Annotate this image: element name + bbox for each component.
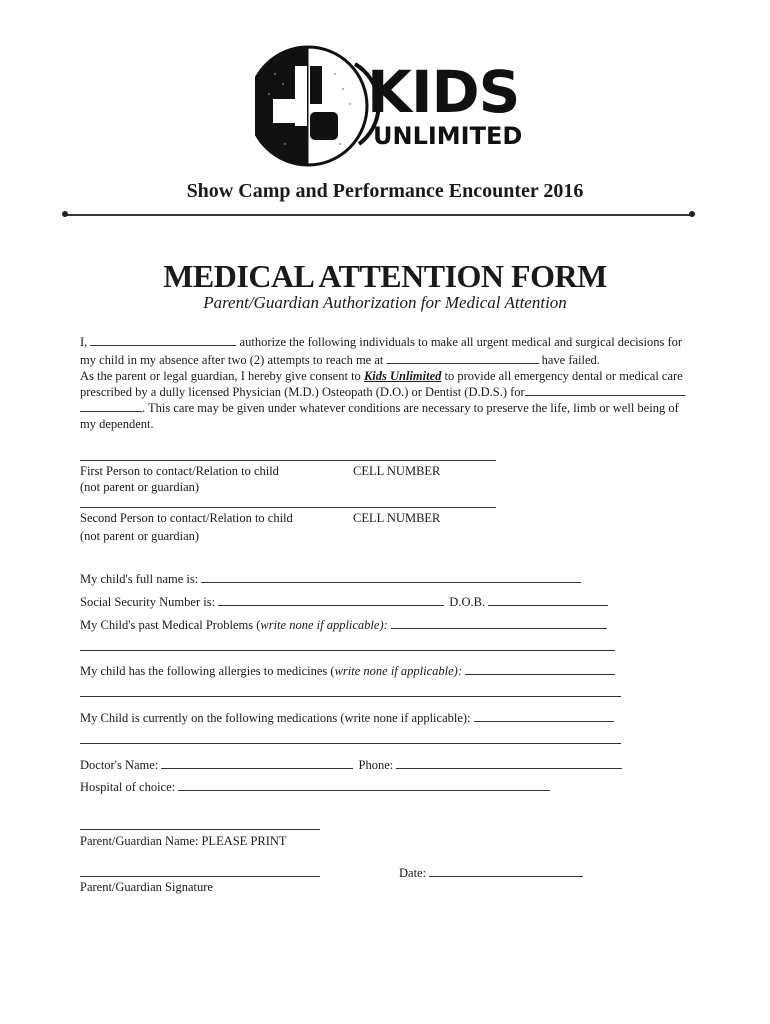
hospital-row xyxy=(80,779,550,795)
past-problems-row xyxy=(80,617,607,633)
guardian-signature-label: Parent/Guardian Signature xyxy=(80,880,213,894)
intro-line4: prescribed by a dully licensed Physician (M.D.) Osteopath (D.O.) or Dentist (D.D.S.) for xyxy=(80,385,525,399)
doctor-phone-field[interactable] xyxy=(396,757,622,769)
phone-label: Phone: xyxy=(358,758,394,772)
doctor-row xyxy=(80,757,622,773)
logo-brand-bottom: UNLIMITED xyxy=(373,122,523,150)
past-problems-label: My Child's past Medical Problems ( xyxy=(80,618,261,632)
dependent-name-field[interactable] xyxy=(525,384,685,396)
dependent-name-field-cont[interactable] xyxy=(80,400,142,412)
past-problems-field[interactable] xyxy=(391,617,607,629)
intro-line-1 xyxy=(80,334,682,352)
intro-line2a: my child in my absence after two (2) attempts to reach me at xyxy=(80,353,384,367)
intro-line-5 xyxy=(80,400,679,418)
intro-line-3 xyxy=(80,368,683,386)
logo-brand-top: KIDS xyxy=(367,58,520,126)
medications-field-2[interactable] xyxy=(80,743,621,744)
guardian-name-label: Parent/Guardian Name: PLEASE PRINT xyxy=(80,834,287,848)
guardian-print-name-field[interactable] xyxy=(80,829,320,830)
intro-i: I, xyxy=(80,335,88,349)
second-contact-label: Second Person to contact/Relation to child xyxy=(80,511,293,525)
intro-authorize: authorize the following individuals to make all urgent medical and surgical decisions for xyxy=(239,335,683,349)
second-contact-line[interactable] xyxy=(80,507,496,508)
dob-label: D.O.B. xyxy=(449,595,486,609)
intro-line3a: As the parent or legal guardian, I hereby give consent to xyxy=(80,369,361,383)
hospital-label: Hospital of choice: xyxy=(80,780,176,794)
medications-row xyxy=(80,710,614,726)
second-contact-note: (not parent or guardian) xyxy=(80,529,200,543)
full-name-row xyxy=(80,571,581,587)
full-name-field[interactable] xyxy=(201,571,581,583)
guardian-name-field[interactable] xyxy=(90,334,236,346)
contact-phone-field[interactable] xyxy=(387,352,539,364)
header-rule xyxy=(65,214,693,216)
allergies-field-2[interactable] xyxy=(80,696,621,697)
first-cell-label: CELL NUMBER xyxy=(353,464,441,478)
intro-line-4 xyxy=(80,384,685,402)
allergies-row xyxy=(80,663,615,679)
past-problems-hint: write none if applicable): xyxy=(260,618,388,632)
intro-line3b: to provide all emergency dental or medical care xyxy=(444,369,683,383)
form-subtitle: Parent/Guardian Authorization for Medical Attention xyxy=(203,293,567,312)
kids-unlimited-logo xyxy=(255,44,545,169)
date-row xyxy=(399,865,583,881)
guardian-signature-field[interactable] xyxy=(80,876,320,877)
doctor-label: Doctor's Name: xyxy=(80,758,159,772)
rule-dot-right xyxy=(689,211,695,217)
hospital-field[interactable] xyxy=(178,779,550,791)
ssn-label: Social Security Number is: xyxy=(80,595,216,609)
event-subtitle: Show Camp and Performance Encounter 2016 xyxy=(186,180,584,202)
dob-field[interactable] xyxy=(488,594,608,606)
allergies-field[interactable] xyxy=(465,663,615,675)
allergies-label: My child has the following allergies to medicines ( xyxy=(80,664,335,678)
date-label: Date: xyxy=(399,866,427,880)
first-contact-line[interactable] xyxy=(80,460,496,461)
logo-mark xyxy=(255,44,256,45)
doctor-field[interactable] xyxy=(161,757,353,769)
intro-line-6: my dependent. xyxy=(80,417,154,431)
rule-dot-left xyxy=(62,211,68,217)
medications-field[interactable] xyxy=(474,710,614,722)
first-contact-label: First Person to contact/Relation to child xyxy=(80,464,279,478)
form-title: MEDICAL ATTENTION FORM xyxy=(163,258,607,294)
full-name-label: My child's full name is: xyxy=(80,572,199,586)
first-contact-note: (not parent or guardian) xyxy=(80,480,200,494)
intro-line-2 xyxy=(80,352,600,370)
allergies-hint: write none if applicable): xyxy=(334,664,462,678)
second-cell-label: CELL NUMBER xyxy=(353,511,441,525)
intro-brand: Kids Unlimited xyxy=(363,369,442,383)
intro-line2b: have failed. xyxy=(541,353,600,367)
ssn-row xyxy=(80,594,608,610)
intro-line5: . This care may be given under whatever conditions are necessary to preserve the life, limb or well being of xyxy=(142,401,679,415)
medications-label: My Child is currently on the following medications (write none if applicable): xyxy=(80,711,471,725)
date-field[interactable] xyxy=(429,865,583,877)
ssn-field[interactable] xyxy=(218,594,444,606)
past-problems-field-2[interactable] xyxy=(80,650,615,651)
